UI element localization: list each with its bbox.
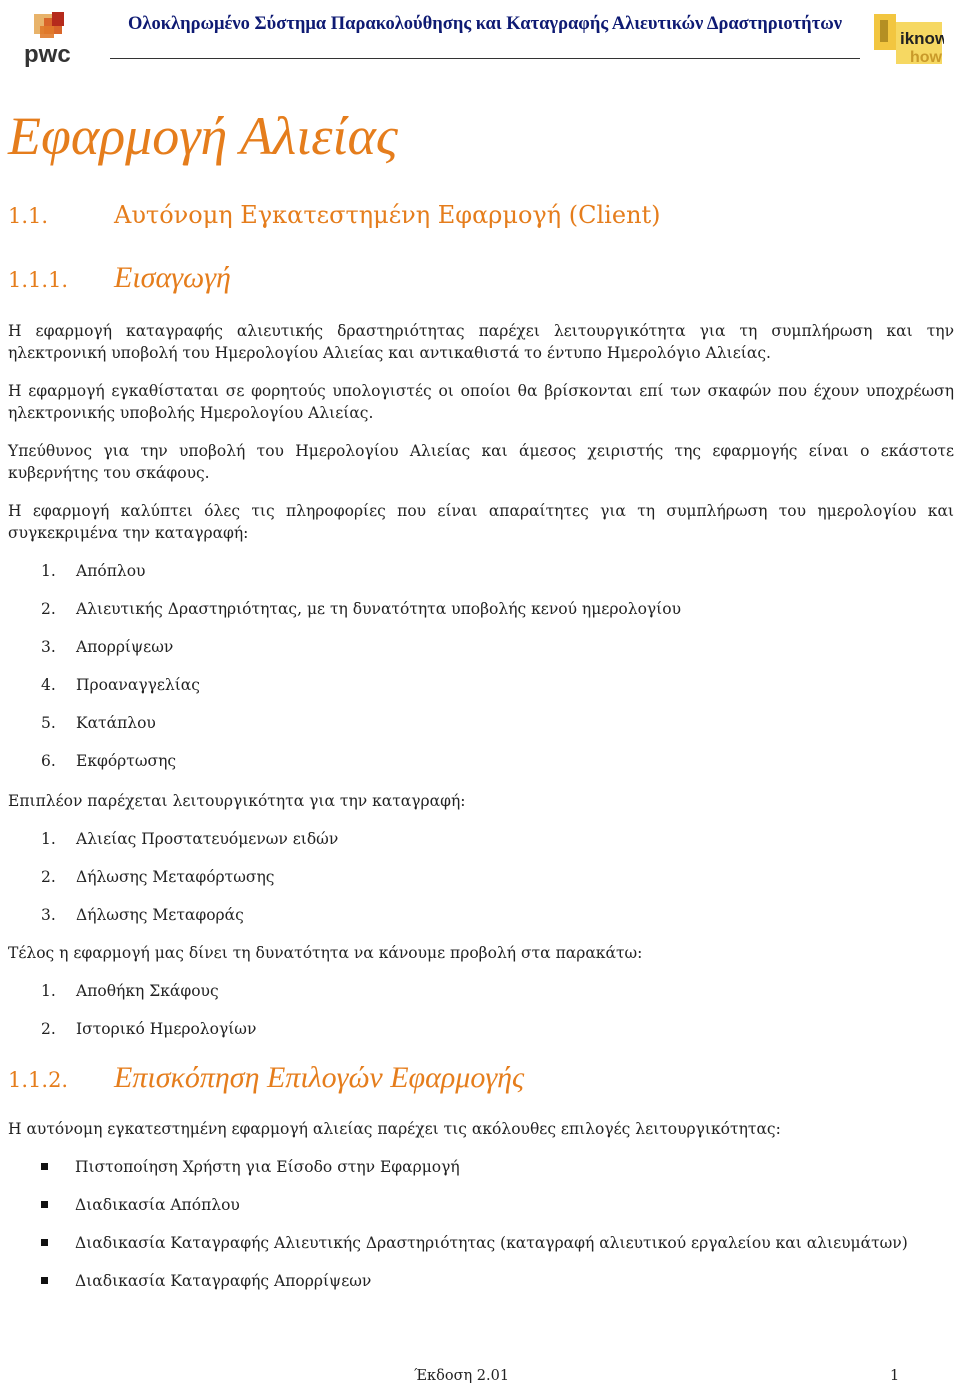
paragraph: Η εφαρμογή εγκαθίσταται σε φορητούς υπολογιστές οι οποίοι θα βρίσκονται επί των σκαφών που έχουν υποχρέωση ηλεκτρονικής υποβολής Ημερολογίου Αλιείας.: [8, 382, 954, 422]
section-title: Αυτόνομη Εγκατεστημένη Εφαρμογή (Client): [114, 201, 661, 229]
list-item: 2. Ιστορικό Ημερολογίων: [41, 1020, 257, 1038]
bullet-item: Διαδικασία Απόπλου: [41, 1194, 240, 1216]
list-item: 3. Απορρίψεων: [41, 638, 174, 656]
list-item: 3. Δήλωσης Μεταφοράς: [41, 906, 244, 924]
section-number: 1.1.: [8, 204, 49, 228]
footer-version: Έκδοση 2.01: [414, 1368, 510, 1384]
square-bullet-icon: [41, 1239, 48, 1246]
bullet-item: Πιστοποίηση Χρήστη για Είσοδο στην Εφαρμογή: [41, 1156, 460, 1178]
paragraph: Υπεύθυνος για την υποβολή του Ημερολογίου Αλιείας και άμεσος χειριστής της εφαρμογής είναι ο εκάστοτε κυβερνήτης του σκάφους.: [8, 442, 954, 482]
page-number: 1: [890, 1368, 900, 1384]
bullet-item: Διαδικασία Καταγραφής Αλιευτικής Δραστηριότητας (καταγραφή αλιευτικού εργαλείου και αλιευμάτων): [41, 1232, 908, 1254]
section-number: 1.1.2.: [8, 1068, 69, 1092]
paragraph: Τέλος η εφαρμογή μας δίνει τη δυνατότητα να κάνουμε προβολή στα παρακάτω:: [8, 944, 643, 962]
svg-text:pwc: pwc: [24, 41, 71, 68]
square-bullet-icon: [41, 1163, 48, 1170]
section-heading-1-1-2: [8, 1062, 524, 1096]
paragraph: Η εφαρμογή καλύπτει όλες τις πληροφορίες που είναι απαραίτητες για τη συμπλήρωση του ημερολογίου και συγκεκριμένα την καταγραφή:: [8, 502, 954, 542]
section-title: Εισαγωγή: [114, 261, 231, 294]
list-item: 1. Απόπλου: [41, 562, 146, 580]
header-title: Ολοκληρωμένο Σύστημα Παρακολούθησης και Καταγραφής Αλιευτικών Δραστηριοτήτων: [127, 14, 843, 34]
iknowhow-logo: [872, 12, 944, 66]
paragraph: Η αυτόνομη εγκατεστημένη εφαρμογή αλιείας παρέχει τις ακόλουθες επιλογές λειτουργικότητας:: [8, 1120, 781, 1138]
list-item: 2. Αλιευτικής Δραστηριότητας, με τη δυνατότητα υποβολής κενού ημερολογίου: [41, 600, 682, 618]
section-heading-1-1-1: [8, 262, 231, 296]
section-number: 1.1.1.: [8, 268, 69, 292]
list-item: 2. Δήλωσης Μεταφόρτωσης: [41, 868, 275, 886]
svg-text:how: how: [910, 49, 942, 66]
list-item: 4. Προαναγγελίας: [41, 676, 200, 694]
list-item: 5. Κατάπλου: [41, 714, 156, 732]
list-item: 1. Αλιείας Προστατευόμενων ειδών: [41, 830, 339, 848]
header-divider: [110, 58, 860, 59]
list-item: 1. Αποθήκη Σκάφους: [41, 982, 219, 1000]
list-item: 6. Εκφόρτωσης: [41, 752, 177, 770]
section-title: Επισκόπηση Επιλογών Εφαρμογής: [114, 1061, 525, 1094]
square-bullet-icon: [41, 1201, 48, 1208]
pwc-logo: [22, 12, 84, 68]
svg-text:iknow: iknow: [900, 29, 944, 48]
document-title: Εφαρμογή Αλιείας: [8, 106, 398, 166]
bullet-item: Διαδικασία Καταγραφής Απορρίψεων: [41, 1270, 371, 1292]
paragraph: Επιπλέον παρέχεται λειτουργικότητα για την καταγραφή:: [8, 792, 466, 810]
square-bullet-icon: [41, 1277, 48, 1284]
section-heading-1-1: [8, 200, 661, 231]
paragraph: Η εφαρμογή καταγραφής αλιευτικής δραστηριότητας παρέχει λειτουργικότητα για τη συμπλήρωση και την ηλεκτρονική υποβολή του Ημερολογίου Αλιείας και αντικαθιστά το έντυπο Ημερολόγιο Αλιείας.: [8, 322, 954, 362]
